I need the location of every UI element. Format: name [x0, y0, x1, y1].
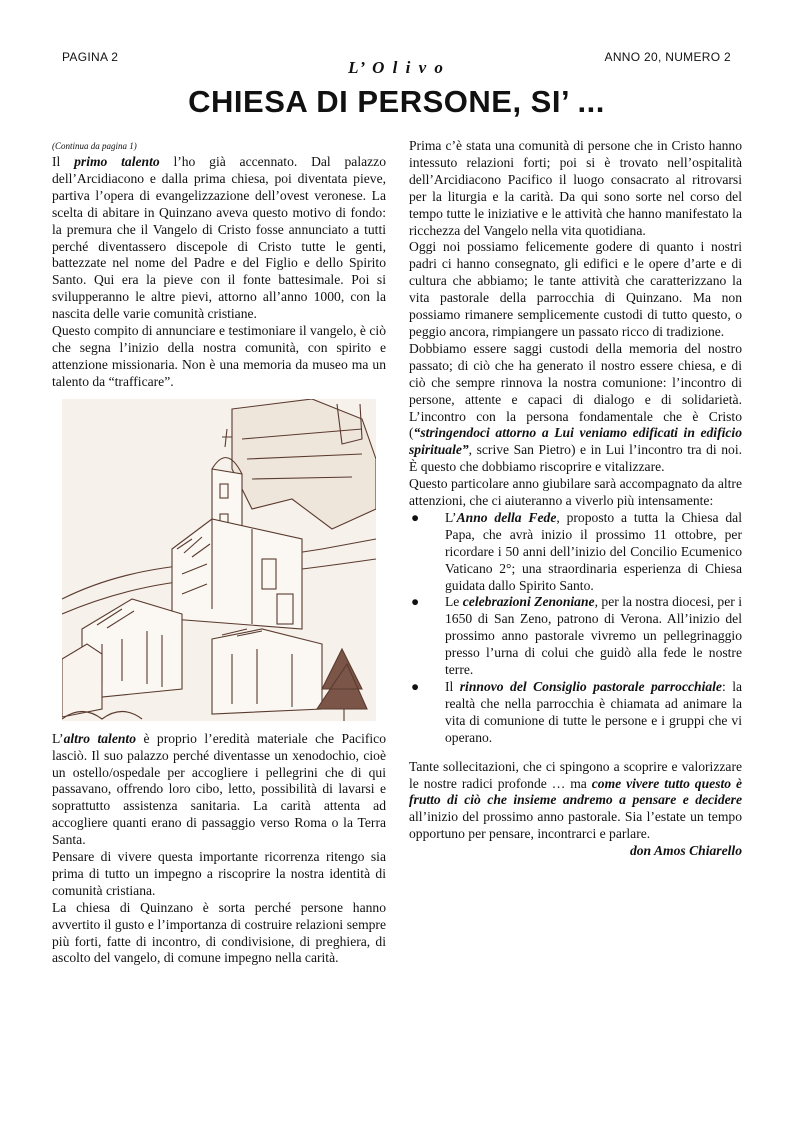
signature: don Amos Chiarello — [629, 843, 742, 859]
page-number: PAGINA 2 — [62, 50, 119, 64]
initiatives-list — [409, 510, 742, 747]
bullet-icon: ● — [411, 509, 420, 525]
list-item: ● Le celebrazioni Zenoniane, per la nostra diocesi, per i 1650 di San Zeno, patrono di Verona. All’inizio del prossimo anno pastorale vivremo un pellegrinaggio presso l’urna di colui che guidò alla fede le nostre terre. — [411, 594, 742, 678]
paragraph: La chiesa di Quinzano è sorta perché persone hanno avvertito il gusto e l’importanza di costruire relazioni sempre più forti, fatte di incontro, di condivisione, di preghiera, di ascolto del vangelo, di comune impegno nella carità. — [52, 899, 386, 966]
article-title: CHIESA DI PERSONE, SI’ ... — [188, 84, 605, 119]
masthead: L’ O l i v o — [348, 58, 445, 77]
right-column — [409, 138, 742, 860]
paragraph: Questo particolare anno giubilare sarà accompagnato da altre attenzioni, che ci aiuteranno a viverlo più intensamente: — [409, 476, 742, 509]
paragraph: Dobbiamo essere saggi custodi della memoria del nostro passato; di ciò che ha generato il nostro essere chiesa, e di ciò che sempre rinnova la nostra comunione: l’incontro di persone, attente e capaci di dialogo e di solidarietà. L’incontro con la persona fondamentale che è Cristo (“stringendoci attorno a Lui veniamo edificati in edificio spirituale”, scrive San Pietro) e in Lui l’incontro tra di noi. È questo che dobbiamo riscoprire e vitalizzare. — [409, 340, 742, 475]
paragraph: Questo compito di annunciare e testimoniare il vangelo, è ciò che segna l’inizio della nostra comunità, con spirito e attenzione missionaria. Non è una memoria da museo ma un talento da “trafficare”. — [52, 323, 386, 389]
paragraph: Prima c’è stata una comunità di persone che in Cristo hanno intessuto relazioni forti; poi si è trovato nell’ospitalità dell’Arcidiacono Pacifico il luogo consacrato al ritrovarsi per la liturgia e la carità. Da qui sono sorte nel corso del tempo tutte le iniziative e le attività che hanno manifestato la ricchezza del Vangelo nella vita quotidiana. — [409, 138, 742, 238]
list-item: ● L’Anno della Fede, proposto a tutta la Chiesa dal Papa, che avrà inizio il prossimo 11 ottobre, per ricordare i 50 anni dell’inizio del Concilio Ecumenico Vaticano 2°; una straordinaria esperienza di Chiesa guidata dallo Spirito Santo. — [411, 509, 742, 593]
bullet-icon: ● — [411, 679, 420, 694]
paragraph: Il primo talento l’ho già accennato. Dal palazzo dell’Arcidiacono e dalla prima chiesa, poi diventata pieve, partiva l’opera di evangelizzazione dell’ovest veronese. La scelta di abitare in Quinzano aveva questo motivo di fondo: la premura che il Vangelo di Cristo fosse annunciato a tutti perché diventassero discepole di Cristo tutte le genti, battezzate nel nome del Padre e del Figlio e dello Spirito Santo. Qui era la pieve con il fonte battesimale. Poi si svilupperanno le altre pievi, attorno all’anno 1000, con la nascita delle varie comunità cristiane. — [52, 154, 386, 322]
list-item: ● Il rinnovo del Consiglio pastorale parrocchiale: la realtà che nella parrocchia è chiamata ad animare la vita di comunione di tutte le persone e i gruppi che vi operano. — [411, 679, 743, 745]
bullet-icon: ● — [411, 594, 420, 610]
paragraph: Oggi noi possiamo felicemente godere di quanto i nostri padri ci hanno consegnato, gli edifici e le opere d’arte e di cultura che abbiamo; le tante attività che caratterizzano la vita pastorale della parrocchia di Quinzano. Ma non possiamo rimanere semplicemente custodi di tutto questo, o peggio ancora, rimpiangere un passato ricco di tradizione. — [409, 239, 742, 339]
paragraph: Tante sollecitazioni, che ci spingono a scoprire e valorizzare le nostre radici profonde … ma come vivere tutto questo è frutto di ciò che insieme andremo a pensare e decidere all’inizio del prossimo anno pastorale. Sia l’estate un tempo opportuno per pensare, incontrarci e parlare. — [409, 758, 742, 842]
continued-note: (Continua da pagina 1) — [52, 141, 137, 151]
left-column — [52, 140, 386, 967]
church-illustration — [62, 399, 376, 721]
issue-number: ANNO 20, NUMERO 2 — [604, 50, 731, 64]
paragraph: Pensare di vivere questa importante ricorrenza ritengo sia prima di tutto un impegno a riscoprire la nostra identità di comunità cristiana. — [52, 849, 386, 898]
paragraph: L’altro talento è proprio l’eredità materiale che Pacifico lasciò. Il suo palazzo perché diventasse un xenodochio, cioè un ostello/ospedale per accogliere i pellegrini che di qui passavano, offrendo loro cibo, letto, possibilità di lavarsi e soprattutto assistenza sanitaria. La carità attenta ad accogliere quanti erano di passaggio verso Roma o la Terra Santa. — [52, 730, 386, 848]
